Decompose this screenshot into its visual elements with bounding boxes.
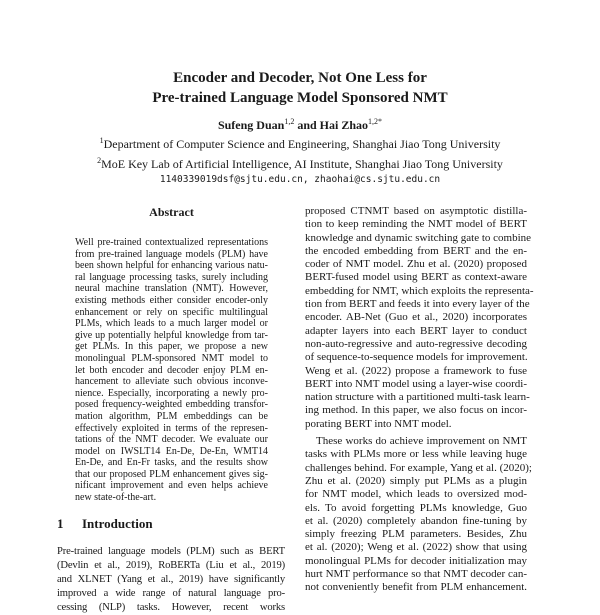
text-line: et al. (2020) completely abandon fine-tuning by	[305, 514, 527, 527]
text-line: coder of NMT model. Zhu et al. (2020) proposed	[305, 258, 527, 271]
title-line: Encoder and Decoder, Not One Less for	[173, 70, 427, 86]
text-line: ral language processing tasks, surely including	[75, 271, 268, 283]
text-line: Pre-trained language models (PLM) such as BERT	[57, 546, 285, 557]
text-line: embedding for NMT, which exploits the representa-	[305, 284, 534, 297]
text-line: from pre-trained language models (PLM) have	[75, 248, 268, 260]
text-line: mation algorithm, PLM embeddings can be	[75, 410, 268, 422]
text-line: tasks with PLMs more or less while leaving huge	[305, 448, 527, 461]
text-line: improved a wide range of natural language pro-	[57, 588, 285, 599]
right-column-body	[305, 205, 534, 595]
text-line: enhancement or rely on specific multilingual	[75, 306, 268, 318]
author-conjunction: and	[297, 118, 317, 132]
section-number: 1	[57, 516, 64, 531]
text-line: knowledge and dynamic switching gate to combine	[305, 231, 532, 244]
title-line: Pre-trained Language Model Sponsored NMT	[152, 90, 448, 106]
authors	[0, 117, 600, 133]
paper-title	[0, 68, 600, 108]
text-line: existing methods either consider encoder-only	[75, 294, 268, 306]
section-title: Introduction	[82, 516, 153, 531]
affiliation	[0, 153, 600, 173]
text-line: nience. Especially, incorporating a newly pro-	[75, 387, 268, 399]
text-line: effectively exploited in terms of the represen-	[75, 422, 268, 434]
affiliation-text: Department of Computer Science and Engineering, Shanghai Jiao Tong University	[103, 137, 501, 151]
author-emails[interactable]: 1140339019dsf@sjtu.edu.cn, zhaohai@cs.sjtu.edu.cn	[159, 174, 441, 185]
author-affiliation-marker: 1,2	[284, 117, 295, 126]
text-line: for NMT model, which leads to oversized mod-	[305, 488, 527, 501]
text-line: that our proposed PLM enhancement gives sig-	[75, 468, 268, 480]
text-line: hancement to alleviate such obvious inconve-	[75, 376, 268, 388]
text-line: proposed CTNMT based on asymptotic distilla-	[305, 205, 527, 217]
text-line: tations of the NMT decoder. We evaluate our	[75, 434, 268, 446]
text-line: model on IWSLT14 En-De, De-En, WMT14	[75, 445, 268, 457]
text-line: the encoded embedding from BERT and the en-	[305, 244, 527, 257]
text-line: els. To avoid forgetting PLMs knowledge, Guo	[305, 501, 527, 514]
affiliations	[0, 133, 600, 188]
text-line: PLMs, which leads to a much larger model or	[75, 318, 268, 330]
text-line: BERT-fused model using BERT as context-aware	[305, 271, 527, 284]
abstract-body	[75, 237, 268, 504]
text-line: cessing (NLP) tasks. However, recent works	[57, 602, 285, 613]
author-name: Sufeng Duan	[217, 118, 285, 132]
text-line: and XLNET (Yang et al., 2019) have significantly	[57, 574, 285, 585]
author-affiliation-marker: 1,2*	[368, 117, 383, 126]
text-line: of sequence-to-sequence models for improvement.	[305, 351, 528, 364]
affiliation-text: MoE Key Lab of Artificial Intelligence, AI Institute, Shanghai Jiao Tong University	[101, 156, 503, 171]
text-line: nificant improvement and even helps achieve	[75, 480, 268, 492]
affiliation-marker: 2	[97, 155, 102, 165]
text-line: new state-of-the-art.	[75, 492, 157, 504]
text-line: not conveniently benefit from PLM enhancement.	[305, 581, 527, 594]
text-line: hurt NMT performance so that NMT decoder can-	[305, 568, 527, 581]
text-line: monolingual PLM-sponsored NMT model to	[75, 352, 268, 364]
text-line: posed frequency-weighted embedding transfor-	[75, 399, 268, 411]
author-name: Hai Zhao	[319, 118, 369, 132]
text-line: Well pre-trained contextualized representations	[75, 237, 268, 248]
text-line: tion to keep reminding the NMT model of BERT	[305, 218, 527, 231]
affiliation	[0, 133, 600, 153]
text-line: challenges behind. For example, Yang et al. (2020);	[305, 461, 532, 474]
text-line: tion from BERT and feeds it into every layer of the	[305, 298, 530, 311]
text-line: get PLMs. In this paper, we propose a new	[75, 341, 268, 353]
text-line: ing method. In this paper, we also focus on incor-	[305, 404, 527, 417]
text-line: adapter layers into each BERT layer to conduct	[305, 324, 527, 337]
text-line: been shown helpful for enhancing various natu-	[75, 260, 268, 272]
text-line: nation structure with a partitioned multi-task learn-	[305, 391, 530, 404]
affiliation-marker: 1	[99, 136, 104, 145]
text-line: monolingual PLMs for decoder initialization may	[305, 554, 527, 567]
text-line: neural machine translation (NMT). However,	[75, 283, 268, 295]
text-line: porating BERT into NMT model.	[305, 417, 452, 430]
text-line: En-De, and En-Fr tasks, and the results show	[75, 457, 268, 469]
text-line: Weng et al. (2022) propose a framework to fuse	[305, 364, 527, 377]
abstract-heading: Abstract	[149, 205, 194, 219]
text-line: simply freezing PLM parameters. Besides, Zhu	[305, 528, 527, 541]
text-line: (Devlin et al., 2019), RoBERTa (Liu et al., 2019)	[57, 560, 285, 571]
text-line: These works do achieve improvement on NMT	[316, 435, 527, 448]
text-line: BERT into NMT model using a layer-wise coordi-	[305, 377, 527, 390]
section-heading-introduction	[57, 516, 153, 532]
text-line: encoder. AB-Net (Guo et al., 2020) incorporates	[305, 311, 527, 324]
text-line: let both encoder and decoder enjoy PLM en-	[75, 364, 268, 376]
text-line: non-auto-regressive and auto-regressive decoding	[305, 337, 527, 350]
introduction-body	[57, 545, 285, 615]
text-line: give up potentially helpful knowledge from tar-	[75, 329, 268, 341]
text-line: et al. (2020); Weng et al. (2022) show that using	[305, 541, 527, 554]
text-line: Zhu et al. (2020) simply put PLMs as a plugin	[305, 474, 527, 487]
